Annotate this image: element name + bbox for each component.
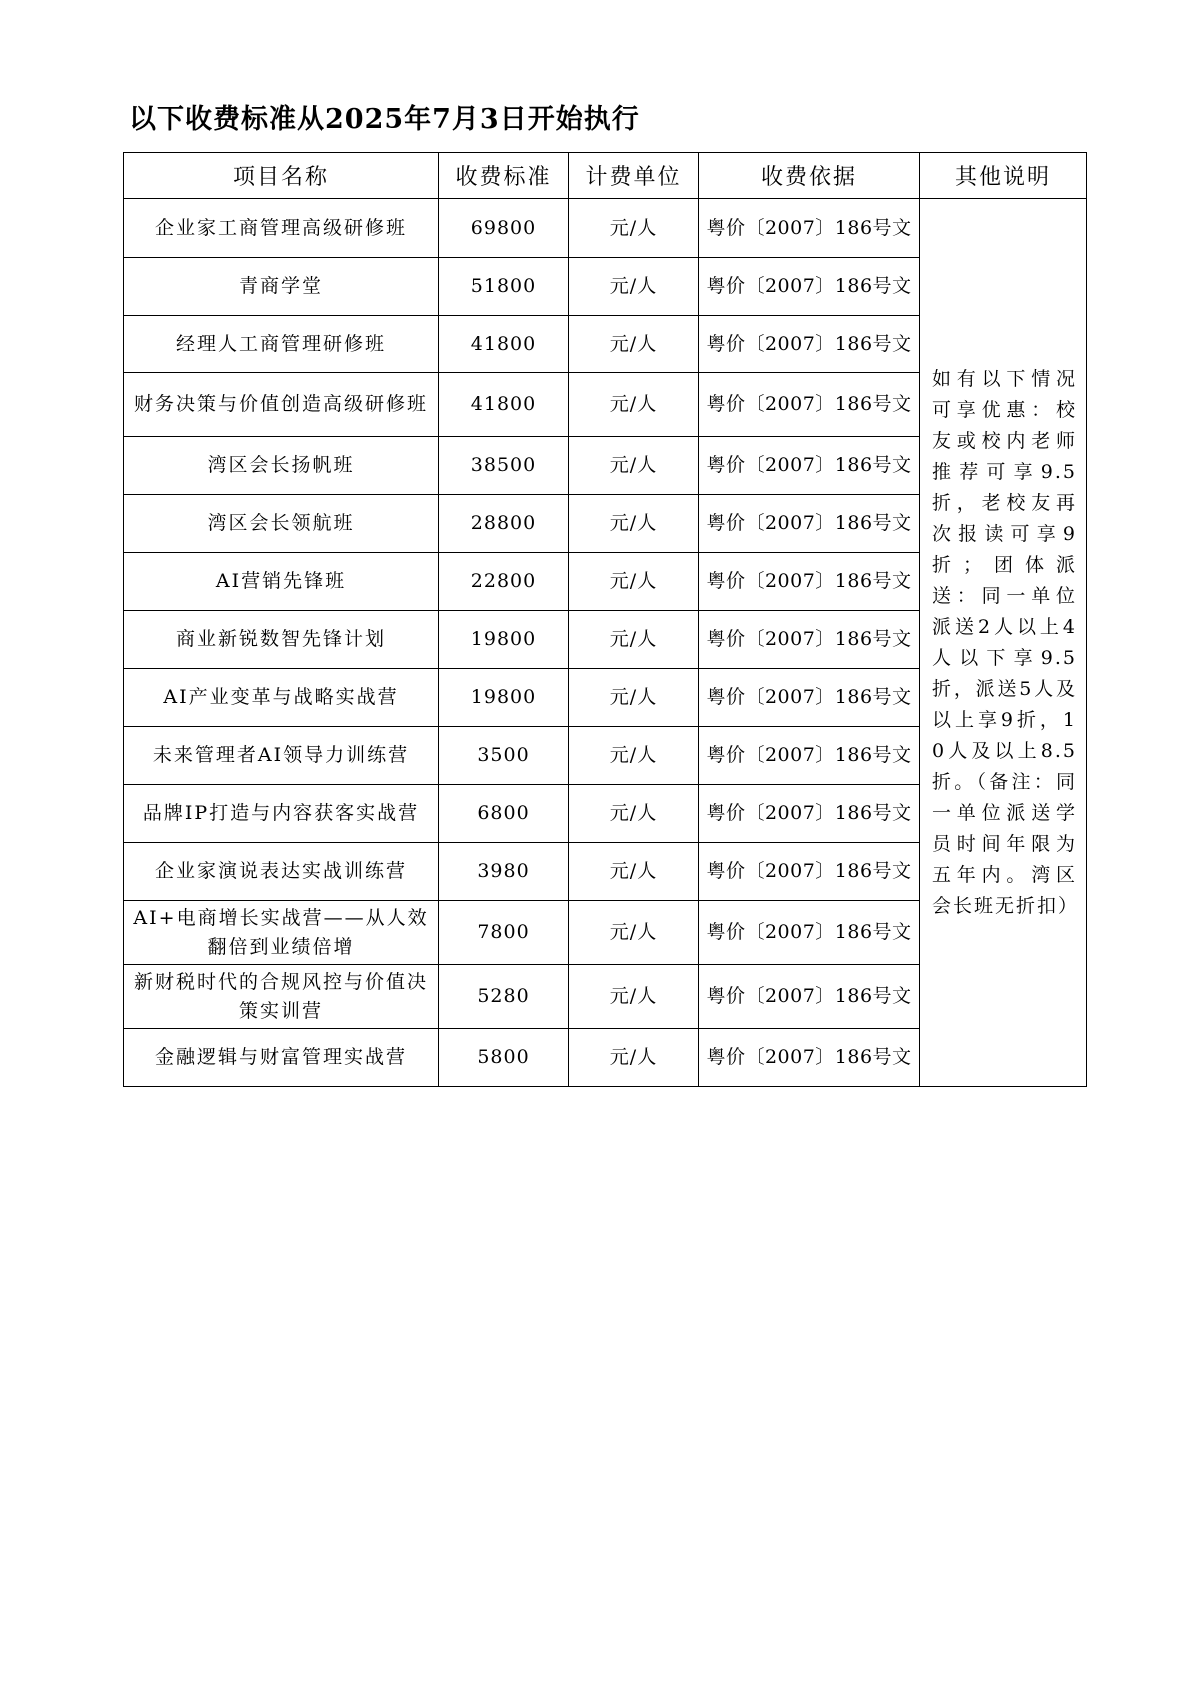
- basis-cell: 粤价〔2007〕186号文: [699, 901, 920, 965]
- basis-cell: 粤价〔2007〕186号文: [699, 1029, 920, 1087]
- unit-cell: 元/人: [569, 843, 699, 901]
- fee-cell: 7800: [439, 901, 569, 965]
- fee-cell: 69800: [439, 199, 569, 258]
- fee-cell: 41800: [439, 373, 569, 437]
- unit-cell: 元/人: [569, 199, 699, 258]
- project-name-cell: 新财税时代的合规风控与价值决策实训营: [124, 965, 439, 1029]
- project-name-cell: 金融逻辑与财富管理实战营: [124, 1029, 439, 1087]
- table-row: [124, 199, 1087, 258]
- unit-cell: 元/人: [569, 373, 699, 437]
- basis-cell: 粤价〔2007〕186号文: [699, 495, 920, 553]
- project-name-cell: AI+电商增长实战营——从人效翻倍到业绩倍增: [124, 901, 439, 965]
- table-body: [124, 199, 1087, 1087]
- header-fee-basis: 收费依据: [699, 153, 920, 199]
- project-name-cell: 湾区会长领航班: [124, 495, 439, 553]
- unit-cell: 元/人: [569, 495, 699, 553]
- unit-cell: 元/人: [569, 553, 699, 611]
- unit-cell: 元/人: [569, 965, 699, 1029]
- fee-cell: 5800: [439, 1029, 569, 1087]
- unit-cell: 元/人: [569, 1029, 699, 1087]
- basis-cell: 粤价〔2007〕186号文: [699, 553, 920, 611]
- header-project-name: 项目名称: [124, 153, 439, 199]
- project-name-cell: 未来管理者AI领导力训练营: [124, 727, 439, 785]
- unit-cell: 元/人: [569, 611, 699, 669]
- unit-cell: 元/人: [569, 727, 699, 785]
- project-name-cell: AI产业变革与战略实战营: [124, 669, 439, 727]
- fee-cell: 38500: [439, 437, 569, 495]
- unit-cell: 元/人: [569, 258, 699, 316]
- basis-cell: 粤价〔2007〕186号文: [699, 258, 920, 316]
- basis-cell: 粤价〔2007〕186号文: [699, 965, 920, 1029]
- basis-cell: 粤价〔2007〕186号文: [699, 843, 920, 901]
- project-name-cell: 品牌IP打造与内容获客实战营: [124, 785, 439, 843]
- header-fee-standard: 收费标准: [439, 153, 569, 199]
- project-name-cell: 企业家工商管理高级研修班: [124, 199, 439, 258]
- fee-cell: 19800: [439, 611, 569, 669]
- fee-table: [123, 152, 1087, 1087]
- other-notes-cell: 如有以下情况可享优惠：校友或校内老师推荐可享9.5折，老校友再次报读可享9折；团体派送：同一单位派送2人以上4人以下享9.5折，派送5人及以上享9折，10人及以上8.5折。（备注：同一单位派送学员时间年限为五年内。湾区会长班无折扣）: [920, 199, 1087, 1087]
- basis-cell: 粤价〔2007〕186号文: [699, 727, 920, 785]
- unit-cell: 元/人: [569, 785, 699, 843]
- project-name-cell: 企业家演说表达实战训练营: [124, 843, 439, 901]
- project-name-cell: 商业新锐数智先锋计划: [124, 611, 439, 669]
- header-billing-unit: 计费单位: [569, 153, 699, 199]
- page-title: 以下收费标准从2025年7月3日开始执行: [129, 104, 640, 135]
- header-other-notes: 其他说明: [920, 153, 1087, 199]
- project-name-cell: 青商学堂: [124, 258, 439, 316]
- project-name-cell: AI营销先锋班: [124, 553, 439, 611]
- basis-cell: 粤价〔2007〕186号文: [699, 316, 920, 373]
- project-name-cell: 湾区会长扬帆班: [124, 437, 439, 495]
- fee-cell: 51800: [439, 258, 569, 316]
- fee-cell: 6800: [439, 785, 569, 843]
- basis-cell: 粤价〔2007〕186号文: [699, 199, 920, 258]
- project-name-cell: 财务决策与价值创造高级研修班: [124, 373, 439, 437]
- unit-cell: 元/人: [569, 901, 699, 965]
- fee-cell: 28800: [439, 495, 569, 553]
- fee-cell: 3500: [439, 727, 569, 785]
- unit-cell: 元/人: [569, 437, 699, 495]
- fee-cell: 41800: [439, 316, 569, 373]
- basis-cell: 粤价〔2007〕186号文: [699, 437, 920, 495]
- unit-cell: 元/人: [569, 316, 699, 373]
- basis-cell: 粤价〔2007〕186号文: [699, 669, 920, 727]
- unit-cell: 元/人: [569, 669, 699, 727]
- fee-cell: 5280: [439, 965, 569, 1029]
- basis-cell: 粤价〔2007〕186号文: [699, 373, 920, 437]
- fee-cell: 19800: [439, 669, 569, 727]
- project-name-cell: 经理人工商管理研修班: [124, 316, 439, 373]
- fee-cell: 22800: [439, 553, 569, 611]
- basis-cell: 粤价〔2007〕186号文: [699, 611, 920, 669]
- fee-cell: 3980: [439, 843, 569, 901]
- table-header-row: [124, 153, 1087, 199]
- basis-cell: 粤价〔2007〕186号文: [699, 785, 920, 843]
